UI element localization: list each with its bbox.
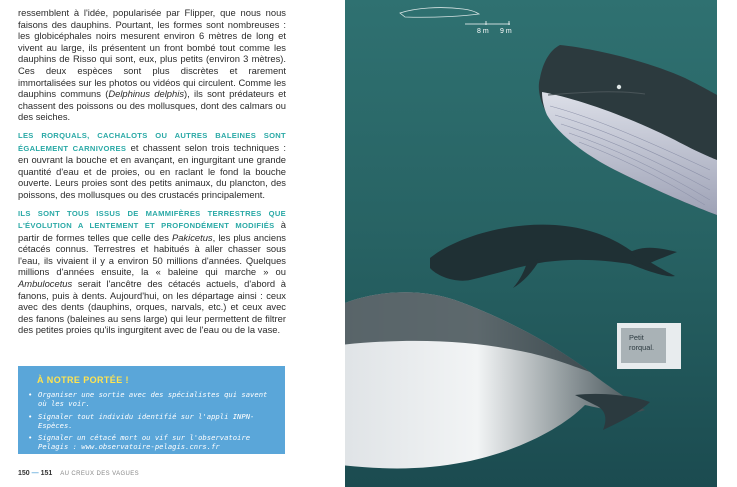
paragraph-2 <box>18 129 286 201</box>
page-gutter <box>717 0 737 487</box>
whale-illustration <box>345 0 717 487</box>
paragraph-1-end: ), ils sont prédateurs et chassent des poissons ou des mollusques, dont des calmars ou des seiches. <box>18 88 286 123</box>
paragraph-1-text: ressemblent à l'idée, popularisée par Flipper, que nous nous faisons des dauphins. Pourtant, les formes sont nombreuses : les globicéphales noirs mesurent environ 6 mètres de long et vivent au large, ils présentent un front bombé tout comme les dauphins de Risso qui sont, eux, plus petits (environ 3 mètres). Ces deux espèces sont plus discrètes et rarement immortalisées sur les photos ou vidéos qui circulent. Comme les dauphins communs ( <box>18 7 286 100</box>
paragraph-3 <box>18 207 286 337</box>
tips-box-title: À NOTRE PORTÉE ! <box>37 375 129 385</box>
page-number-left: 150 <box>18 470 30 477</box>
page-footer <box>18 470 139 477</box>
scale-label-9m: 9 m <box>500 28 512 35</box>
paragraph-2-body: et chassent selon trois techniques : en ouvrant la bouche et en avançant, en ingurgitant une grande quantité d'eau et de proies, ou en raclant le fond la bouche ouverte. Leurs proies sont des petits animaux, du plancton, des poissons, des mollusques ou des crustacés principalement. <box>18 141 287 200</box>
body-text <box>18 7 286 342</box>
tips-list <box>28 390 278 455</box>
ocean-scene <box>345 0 717 487</box>
genus-ambulocetus: Ambulocetus <box>18 278 73 290</box>
page-number-right: 151 <box>40 470 53 477</box>
page-separator: — <box>31 470 39 477</box>
paragraph-3-c: serait l'ancêtre des cétacés actuels, d'abord à fanons, puis à dents. Aujourd'hui, on les départage ainsi : ceux avec des dents (dauphins, orques, narvals, etc.) et ceux avec des fanons (baleines au sens large) qui leur permettent de filtrer des petites proies qu'ils ingurgitent avec de l'eau ou de la vase. <box>18 278 286 336</box>
paragraph-3-a: à partir de formes telles que celle des <box>18 219 286 243</box>
left-page <box>0 0 345 487</box>
tips-item: • Organiser une sortie avec des spécialistes qui savent où les voir. <box>28 390 278 409</box>
caption-box <box>617 323 681 369</box>
paragraph-2-lead: LES RORQUALS, CACHALOTS OU AUTRES BALEINES SONT ÉGALEMENT CARNIVORES <box>18 130 286 153</box>
page-numbers <box>18 470 52 477</box>
upper-whale-eye <box>617 85 621 89</box>
tips-item: • Signaler tout individu identifié sur l'appli INPN-Espèces. <box>28 412 278 431</box>
genus-pakicetus: Pakicetus <box>171 231 213 243</box>
caption-text: Petit rorqual. <box>621 328 666 363</box>
paragraph-3-b: , les plus anciens cétacés connus. Terrestres et habitués à aller chasser sous l'eau, ils vivaient il y a environ 50 millions d'années. Quelques millions d'années ensuite, la « baleine qui marche » ou <box>18 231 286 278</box>
tips-item: • Signaler un cétacé mort ou vif sur l'observatoire Pelagis : www.observatoire-pelagis.cnrs.fr <box>28 433 278 452</box>
paragraph-3-lead: ILS SONT TOUS ISSUS DE MAMMIFÈRES TERRESTRES QUE L'ÉVOLUTION A LENTEMENT ET PROFONDÉMENT MODIFIÉS <box>18 208 286 231</box>
paragraph-1 <box>18 7 286 123</box>
running-title: AU CREUX DES VAGUES <box>60 471 140 477</box>
scale-label-8m: 8 m <box>477 28 489 35</box>
species-name: Delphinus delphis <box>108 88 185 100</box>
tips-box <box>18 366 285 454</box>
